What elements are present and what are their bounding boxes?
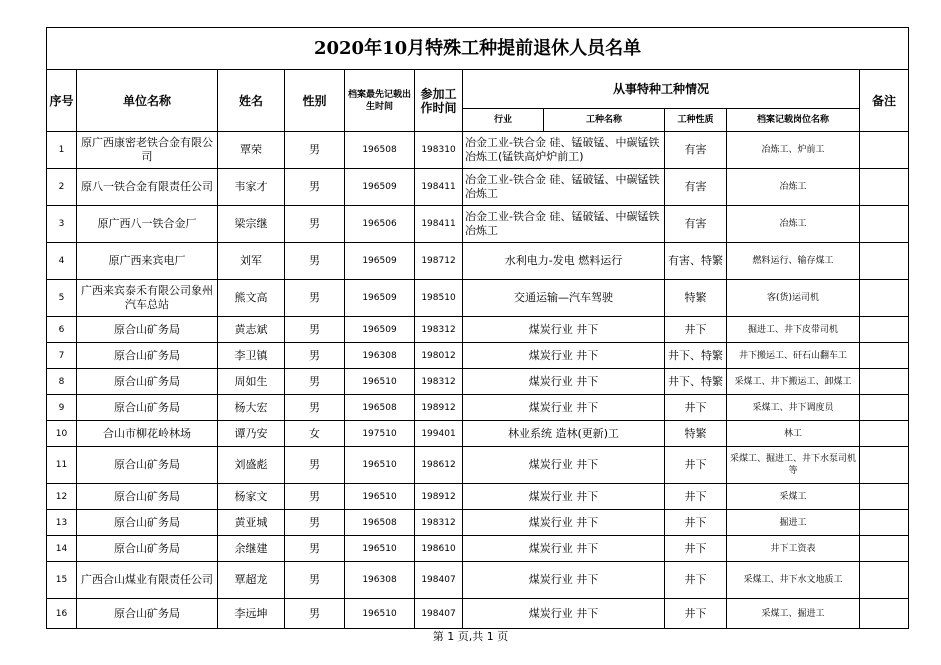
row-post: 冶炼工 bbox=[727, 169, 860, 206]
row-unit: 原合山矿务局 bbox=[77, 369, 218, 395]
row-name: 覃超龙 bbox=[218, 562, 285, 599]
row-birth: 196509 bbox=[345, 317, 415, 343]
row-birth: 196508 bbox=[345, 132, 415, 169]
header-job-nature: 工种性质 bbox=[665, 109, 727, 132]
row-seq: 5 bbox=[47, 280, 77, 317]
row-name: 梁宗继 bbox=[218, 206, 285, 243]
table-row bbox=[47, 369, 909, 395]
header-name: 姓名 bbox=[218, 70, 285, 132]
row-gender: 男 bbox=[285, 206, 345, 243]
row-nature: 井下 bbox=[665, 317, 727, 343]
row-birth: 196510 bbox=[345, 599, 415, 629]
row-post: 冶炼工、炉前工 bbox=[727, 132, 860, 169]
row-nature: 特繁 bbox=[665, 421, 727, 447]
table-row bbox=[47, 317, 909, 343]
row-gender: 男 bbox=[285, 343, 345, 369]
row-post: 采煤工、掘进工、井下水泵司机等 bbox=[727, 447, 860, 484]
row-remark bbox=[860, 280, 909, 317]
row-remark bbox=[860, 447, 909, 484]
row-remark bbox=[860, 421, 909, 447]
row-job: 煤炭行业 井下 bbox=[463, 484, 665, 510]
row-name: 韦家才 bbox=[218, 169, 285, 206]
row-name: 杨家文 bbox=[218, 484, 285, 510]
row-work-start: 198610 bbox=[415, 536, 463, 562]
row-post: 冶炼工 bbox=[727, 206, 860, 243]
row-seq: 9 bbox=[47, 395, 77, 421]
row-seq: 3 bbox=[47, 206, 77, 243]
row-work-start: 198312 bbox=[415, 369, 463, 395]
row-birth: 196506 bbox=[345, 206, 415, 243]
row-post: 采煤工、井下搬运工、卸煤工 bbox=[727, 369, 860, 395]
row-unit: 原合山矿务局 bbox=[77, 536, 218, 562]
row-unit: 合山市柳花岭林场 bbox=[77, 421, 218, 447]
row-nature: 井下 bbox=[665, 599, 727, 629]
row-name: 李远坤 bbox=[218, 599, 285, 629]
row-remark bbox=[860, 484, 909, 510]
row-post: 采煤工、井下水文地质工 bbox=[727, 562, 860, 599]
table-body bbox=[47, 132, 909, 629]
row-nature: 井下、特繁 bbox=[665, 369, 727, 395]
row-job: 煤炭行业 井下 bbox=[463, 343, 665, 369]
row-remark bbox=[860, 206, 909, 243]
row-remark bbox=[860, 169, 909, 206]
table-row bbox=[47, 132, 909, 169]
row-name: 覃荣 bbox=[218, 132, 285, 169]
row-work-start: 198411 bbox=[415, 206, 463, 243]
row-gender: 男 bbox=[285, 395, 345, 421]
row-post: 客(货)运司机 bbox=[727, 280, 860, 317]
row-nature: 有害 bbox=[665, 206, 727, 243]
row-work-start: 198912 bbox=[415, 395, 463, 421]
row-remark bbox=[860, 395, 909, 421]
row-remark bbox=[860, 343, 909, 369]
header-special-group: 从事特种工种情况 bbox=[463, 70, 860, 109]
row-post: 燃料运行、输存煤工 bbox=[727, 243, 860, 280]
row-unit: 原广西康密老铁合金有限公司 bbox=[77, 132, 218, 169]
row-gender: 女 bbox=[285, 421, 345, 447]
row-unit: 原合山矿务局 bbox=[77, 343, 218, 369]
row-birth: 196308 bbox=[345, 562, 415, 599]
row-unit: 广西合山煤业有限责任公司 bbox=[77, 562, 218, 599]
row-remark bbox=[860, 243, 909, 280]
header-seq: 序号 bbox=[47, 70, 77, 132]
table-row bbox=[47, 447, 909, 484]
row-birth: 196308 bbox=[345, 343, 415, 369]
row-remark bbox=[860, 132, 909, 169]
row-work-start: 198411 bbox=[415, 169, 463, 206]
row-remark bbox=[860, 510, 909, 536]
row-unit: 原合山矿务局 bbox=[77, 484, 218, 510]
row-name: 熊文高 bbox=[218, 280, 285, 317]
row-post: 林工 bbox=[727, 421, 860, 447]
retirement-list-table bbox=[46, 27, 909, 629]
row-work-start: 198312 bbox=[415, 317, 463, 343]
row-gender: 男 bbox=[285, 169, 345, 206]
row-seq: 8 bbox=[47, 369, 77, 395]
table-row bbox=[47, 510, 909, 536]
row-nature: 特繁 bbox=[665, 280, 727, 317]
header-work-start: 参加工作时间 bbox=[415, 70, 463, 132]
row-name: 余继建 bbox=[218, 536, 285, 562]
row-birth: 196509 bbox=[345, 280, 415, 317]
row-gender: 男 bbox=[285, 599, 345, 629]
row-seq: 1 bbox=[47, 132, 77, 169]
row-nature: 井下、特繁 bbox=[665, 343, 727, 369]
row-birth: 197510 bbox=[345, 421, 415, 447]
row-gender: 男 bbox=[285, 484, 345, 510]
table-title: 2020年10月特殊工种提前退休人员名单 bbox=[47, 28, 909, 70]
row-nature: 有害 bbox=[665, 132, 727, 169]
row-name: 杨大宏 bbox=[218, 395, 285, 421]
row-unit: 原合山矿务局 bbox=[77, 599, 218, 629]
table-row bbox=[47, 243, 909, 280]
row-remark bbox=[860, 317, 909, 343]
row-gender: 男 bbox=[285, 317, 345, 343]
row-nature: 井下 bbox=[665, 510, 727, 536]
row-name: 周如生 bbox=[218, 369, 285, 395]
row-nature: 井下 bbox=[665, 536, 727, 562]
row-unit: 原广西来宾电厂 bbox=[77, 243, 218, 280]
row-birth: 196509 bbox=[345, 169, 415, 206]
row-gender: 男 bbox=[285, 562, 345, 599]
row-remark bbox=[860, 599, 909, 629]
table-row bbox=[47, 421, 909, 447]
row-birth: 196510 bbox=[345, 447, 415, 484]
row-work-start: 198407 bbox=[415, 599, 463, 629]
row-post: 采煤工、掘进工 bbox=[727, 599, 860, 629]
row-job: 冶金工业-铁合金 硅、锰破锰、中碳锰铁冶炼工 bbox=[463, 206, 665, 243]
row-birth: 196510 bbox=[345, 369, 415, 395]
row-work-start: 198310 bbox=[415, 132, 463, 169]
row-work-start: 198612 bbox=[415, 447, 463, 484]
table-row bbox=[47, 395, 909, 421]
row-seq: 13 bbox=[47, 510, 77, 536]
header-remark: 备注 bbox=[860, 70, 909, 132]
row-nature: 有害、特繁 bbox=[665, 243, 727, 280]
header-unit: 单位名称 bbox=[77, 70, 218, 132]
row-post: 掘进工、井下皮带司机 bbox=[727, 317, 860, 343]
row-seq: 16 bbox=[47, 599, 77, 629]
row-work-start: 198510 bbox=[415, 280, 463, 317]
row-work-start: 198012 bbox=[415, 343, 463, 369]
row-gender: 男 bbox=[285, 132, 345, 169]
row-remark bbox=[860, 562, 909, 599]
row-gender: 男 bbox=[285, 280, 345, 317]
row-unit: 原八一铁合金有限责任公司 bbox=[77, 169, 218, 206]
row-nature: 井下 bbox=[665, 395, 727, 421]
row-name: 刘军 bbox=[218, 243, 285, 280]
header-gender: 性别 bbox=[285, 70, 345, 132]
table-row bbox=[47, 169, 909, 206]
row-nature: 有害 bbox=[665, 169, 727, 206]
row-name: 刘盛彪 bbox=[218, 447, 285, 484]
row-seq: 12 bbox=[47, 484, 77, 510]
row-seq: 7 bbox=[47, 343, 77, 369]
row-job: 林业系统 造林(更新)工 bbox=[463, 421, 665, 447]
row-seq: 15 bbox=[47, 562, 77, 599]
table-row bbox=[47, 562, 909, 599]
row-job: 煤炭行业 井下 bbox=[463, 317, 665, 343]
row-gender: 男 bbox=[285, 510, 345, 536]
row-name: 李卫镇 bbox=[218, 343, 285, 369]
row-birth: 196509 bbox=[345, 243, 415, 280]
row-work-start: 198712 bbox=[415, 243, 463, 280]
row-nature: 井下 bbox=[665, 562, 727, 599]
row-post: 井下搬运工、矸石山翻车工 bbox=[727, 343, 860, 369]
header-birth: 档案最先记载出生时间 bbox=[345, 70, 415, 132]
row-job: 煤炭行业 井下 bbox=[463, 510, 665, 536]
row-job: 冶金工业-铁合金 硅、锰破锰、中碳锰铁冶炼工 bbox=[463, 169, 665, 206]
row-gender: 男 bbox=[285, 447, 345, 484]
row-job: 煤炭行业 井下 bbox=[463, 447, 665, 484]
row-post: 井下工资表 bbox=[727, 536, 860, 562]
row-name: 谭乃安 bbox=[218, 421, 285, 447]
row-birth: 196508 bbox=[345, 395, 415, 421]
row-unit: 原合山矿务局 bbox=[77, 395, 218, 421]
row-work-start: 198312 bbox=[415, 510, 463, 536]
row-unit: 原合山矿务局 bbox=[77, 447, 218, 484]
row-work-start: 199401 bbox=[415, 421, 463, 447]
table-row bbox=[47, 536, 909, 562]
row-job: 煤炭行业 井下 bbox=[463, 369, 665, 395]
row-unit: 原合山矿务局 bbox=[77, 317, 218, 343]
row-remark bbox=[860, 536, 909, 562]
table-row bbox=[47, 280, 909, 317]
row-gender: 男 bbox=[285, 369, 345, 395]
row-gender: 男 bbox=[285, 536, 345, 562]
row-work-start: 198912 bbox=[415, 484, 463, 510]
header-file-post: 档案记载岗位名称 bbox=[727, 109, 860, 132]
row-nature: 井下 bbox=[665, 484, 727, 510]
row-gender: 男 bbox=[285, 243, 345, 280]
row-seq: 10 bbox=[47, 421, 77, 447]
row-post: 采煤工 bbox=[727, 484, 860, 510]
row-job: 交通运输—汽车驾驶 bbox=[463, 280, 665, 317]
table-row bbox=[47, 599, 909, 629]
row-seq: 6 bbox=[47, 317, 77, 343]
row-post: 掘进工 bbox=[727, 510, 860, 536]
row-name: 黄亚城 bbox=[218, 510, 285, 536]
row-post: 采煤工、井下调度员 bbox=[727, 395, 860, 421]
row-remark bbox=[860, 369, 909, 395]
row-job: 水利电力-发电 燃料运行 bbox=[463, 243, 665, 280]
row-work-start: 198407 bbox=[415, 562, 463, 599]
row-seq: 4 bbox=[47, 243, 77, 280]
row-job: 煤炭行业 井下 bbox=[463, 536, 665, 562]
table-row bbox=[47, 206, 909, 243]
row-birth: 196510 bbox=[345, 536, 415, 562]
row-job: 煤炭行业 井下 bbox=[463, 562, 665, 599]
row-job: 冶金工业-铁合金 硅、锰破锰、中碳锰铁冶炼工(锰铁高炉炉前工) bbox=[463, 132, 665, 169]
header-industry: 行业 bbox=[463, 109, 544, 132]
row-unit: 原合山矿务局 bbox=[77, 510, 218, 536]
table-row bbox=[47, 484, 909, 510]
row-nature: 井下 bbox=[665, 447, 727, 484]
row-seq: 2 bbox=[47, 169, 77, 206]
row-unit: 原广西八一铁合金厂 bbox=[77, 206, 218, 243]
row-job: 煤炭行业 井下 bbox=[463, 599, 665, 629]
row-job: 煤炭行业 井下 bbox=[463, 395, 665, 421]
row-birth: 196508 bbox=[345, 510, 415, 536]
page-footer: 第 1 页,共 1 页 bbox=[432, 630, 509, 643]
table-row bbox=[47, 343, 909, 369]
row-seq: 14 bbox=[47, 536, 77, 562]
row-birth: 196510 bbox=[345, 484, 415, 510]
row-seq: 11 bbox=[47, 447, 77, 484]
row-unit: 广西来宾泰禾有限公司象州汽车总站 bbox=[77, 280, 218, 317]
header-job-name: 工种名称 bbox=[544, 109, 665, 132]
row-name: 黄志斌 bbox=[218, 317, 285, 343]
